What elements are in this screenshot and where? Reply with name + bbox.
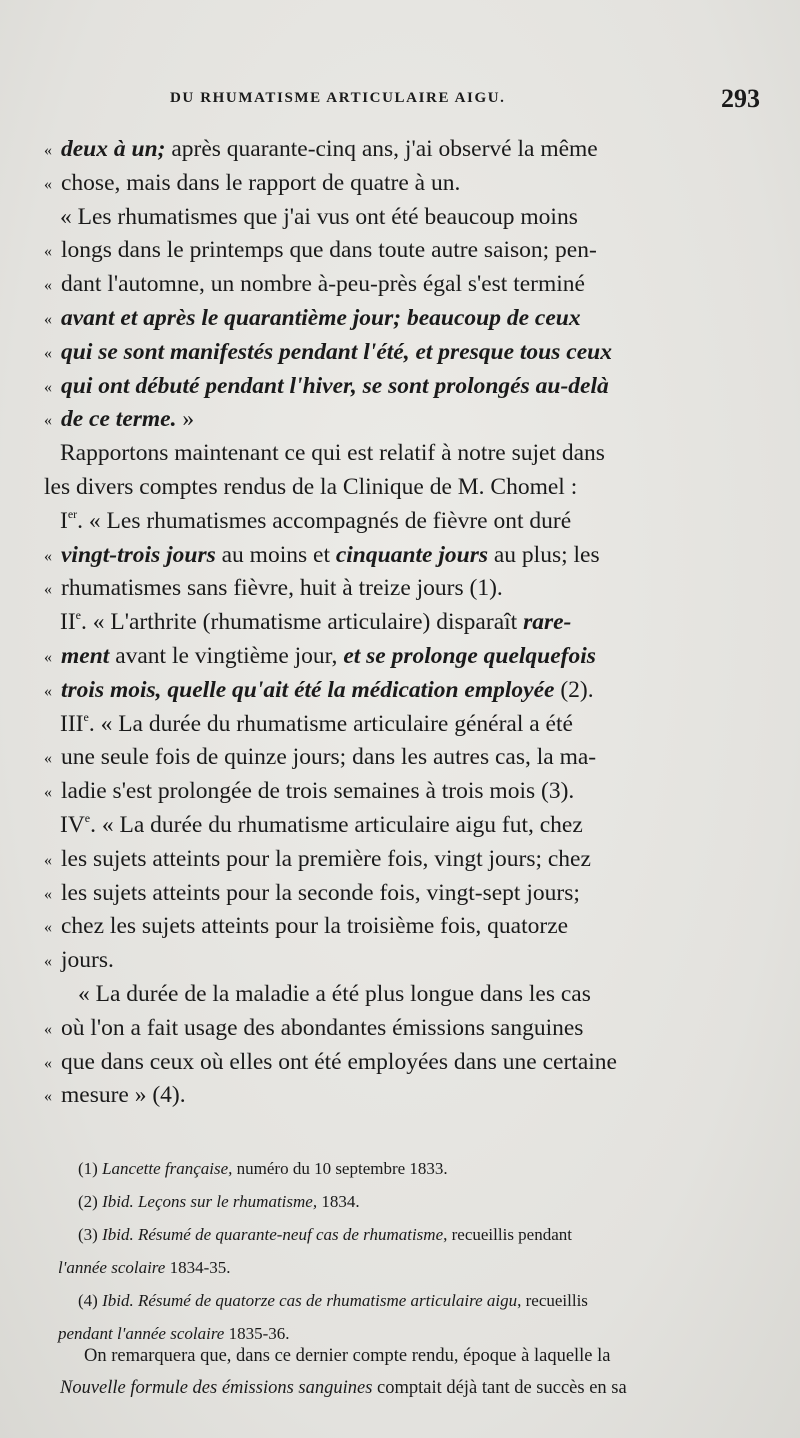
text-line: IVe. « La durée du rhumatisme articulaire aigu fut, chez <box>60 810 583 838</box>
text-line: « ladie s'est prolongée de trois semaines à trois mois (3). <box>44 778 575 805</box>
text-line: « La durée de la maladie a été plus longue dans les cas <box>78 980 591 1007</box>
text-line: « les sujets atteints pour la seconde fois, vingt-sept jours; <box>44 879 580 906</box>
text-line: Nouvelle formule des émissions sanguines comptait déjà tant de succès en sa <box>60 1378 627 1398</box>
footnotes <box>60 1152 760 1350</box>
footnote-paragraph <box>60 1340 760 1404</box>
text-line: « que dans ceux où elles ont été employées dans une certaine <box>44 1048 617 1075</box>
page-number: 293 <box>721 84 760 113</box>
text-line: IIIe. « La durée du rhumatisme articulaire général a été <box>60 709 573 737</box>
text-line: Rapportons maintenant ce qui est relatif à notre sujet dans <box>60 440 605 467</box>
text-line: « trois mois, quelle qu'ait été la médication employée (2). <box>44 676 594 703</box>
page-header <box>0 84 800 118</box>
footnote: (3) Ibid. Résumé de quarante-neuf cas de rhumatisme, recueillis pendant <box>78 1225 572 1244</box>
text-line: « qui se sont manifestés pendant l'été, et presque tous ceux <box>44 338 612 365</box>
text-line: « de ce terme. » <box>44 406 195 433</box>
text-line: « dant l'automne, un nombre à-peu-près égal s'est terminé <box>44 271 585 298</box>
text-line: « mesure » (4). <box>44 1082 186 1109</box>
text-line: « vingt-trois jours au moins et cinquante jours au plus; les <box>44 541 600 568</box>
footnote: (1) Lancette française, numéro du 10 septembre 1833. <box>78 1159 448 1178</box>
text-line: « chez les sujets atteints pour la troisième fois, quatorze <box>44 913 569 940</box>
text-line: Ier. « Les rhumatismes accompagnés de fièvre ont duré <box>60 506 572 534</box>
running-title: DU RHUMATISME ARTICULAIRE AIGU. <box>170 90 506 106</box>
text-line: « une seule fois de quinze jours; dans les autres cas, la ma- <box>44 744 597 771</box>
text-line: « qui ont débuté pendant l'hiver, se sont prolongés au-delà <box>44 372 609 399</box>
text-line: « jours. <box>44 947 114 974</box>
text-line: « les sujets atteints pour la première fois, vingt jours; chez <box>44 845 591 872</box>
footnote: (4) Ibid. Résumé de quatorze cas de rhumatisme articulaire aigu, recueillis <box>78 1291 588 1310</box>
text-line: les divers comptes rendus de la Clinique de M. Chomel : <box>44 473 578 500</box>
text-line: « deux à un; après quarante-cinq ans, j'ai observé la même <box>44 136 598 162</box>
text-line: « chose, mais dans le rapport de quatre à un. <box>44 169 461 196</box>
text-line: « avant et après le quarantième jour; beaucoup de ceux <box>44 304 581 331</box>
text-line: « Les rhumatismes que j'ai vus ont été beaucoup moins <box>60 203 578 230</box>
footnote-continuation: l'année scolaire 1834-35. <box>58 1258 231 1277</box>
text-line: IIe. « L'arthrite (rhumatisme articulaire) disparaît rare- <box>60 608 572 636</box>
text-line: « rhumatismes sans fièvre, huit à treize jours (1). <box>44 575 503 602</box>
text-line: « où l'on a fait usage des abondantes émissions sanguines <box>44 1014 584 1041</box>
text-line: On remarquera que, dans ce dernier compte rendu, époque à laquelle la <box>84 1346 611 1366</box>
text-line: « ment avant le vingtième jour, et se prolonge quelquefois <box>44 642 596 669</box>
main-text <box>44 133 760 1113</box>
footnote: (2) Ibid. Leçons sur le rhumatisme, 1834. <box>78 1192 360 1211</box>
footnote-continuation: pendant l'année scolaire 1835-36. <box>58 1324 290 1343</box>
text-line: « longs dans le printemps que dans toute autre saison; pen- <box>44 237 597 264</box>
